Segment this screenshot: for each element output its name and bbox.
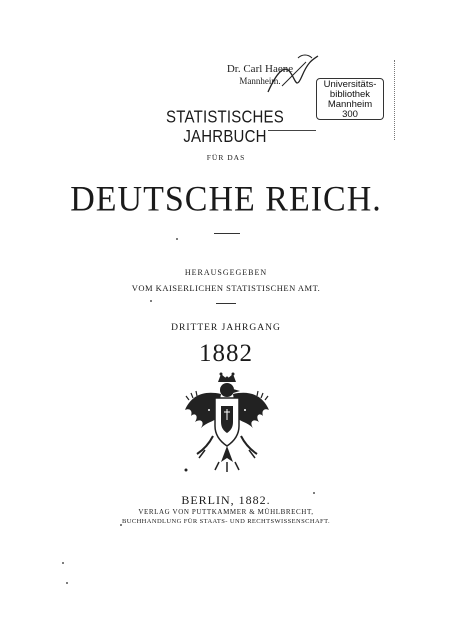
- owner-stamp-line2: Mannheim.: [239, 76, 281, 86]
- series-title: STATISTISCHES JAHRBUCH: [166, 107, 284, 147]
- imprint-bookshop: BUCHHANDLUNG FÜR STAATS- UND RECHTSWISSENSCHAFT.: [122, 518, 330, 525]
- imperial-eagle-icon: [183, 370, 271, 478]
- herausgegeben-label: HERAUSGEGEBEN: [184, 268, 268, 277]
- library-stamp-line3: Mannheim: [327, 99, 373, 110]
- library-stamp-line2: bibliothek: [329, 89, 371, 100]
- owner-stamp-line1: Dr. Carl: [226, 63, 263, 75]
- series-title-underline: [268, 130, 316, 131]
- speck: [150, 300, 152, 302]
- speck: [66, 582, 68, 584]
- year: 1882: [199, 340, 253, 367]
- fuer-das-label: FÜR DAS: [206, 153, 246, 162]
- imprint-publisher: VERLAG VON PUTTKAMMER & MÜHLBRECHT,: [138, 508, 314, 516]
- publisher-authority: VOM KAISERLICHEN STATISTISCHEN AMT.: [131, 283, 321, 293]
- imprint-place-date: BERLIN, 1882.: [181, 493, 271, 507]
- main-title: DEUTSCHE REICH.: [70, 180, 382, 219]
- speck: [120, 524, 122, 526]
- speck: [313, 492, 315, 494]
- owner-stamp-name: Haene: [265, 63, 294, 75]
- speck: [176, 238, 178, 240]
- edition-label: DRITTER JAHRGANG: [171, 323, 281, 333]
- library-stamp: [316, 78, 384, 120]
- page-edge-mark: [394, 60, 396, 140]
- library-stamp-line1: Universitäts-: [323, 79, 377, 90]
- divider-rule: [216, 303, 236, 304]
- divider-rule: [214, 233, 240, 234]
- library-stamp-line4: 300: [342, 109, 358, 120]
- handwritten-signature: [262, 52, 322, 102]
- speck: [62, 562, 64, 564]
